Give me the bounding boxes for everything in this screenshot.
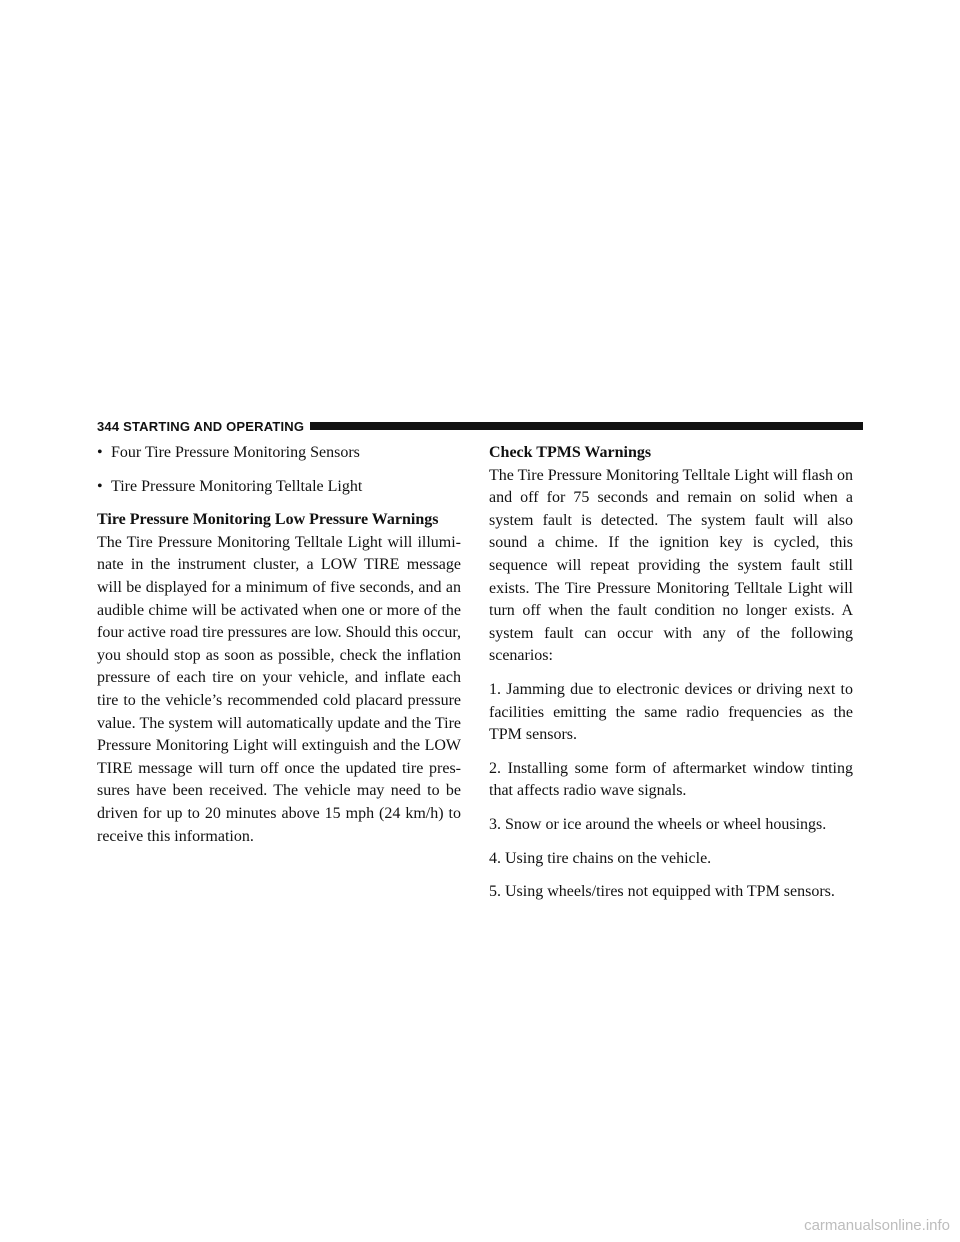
header-rule xyxy=(310,422,863,430)
low-pressure-heading: Tire Pressure Monitoring Low Pressure Warnings xyxy=(97,511,439,529)
check-tpms-heading: Check TPMS Warnings xyxy=(489,444,652,461)
check-tpms-paragraph: The Tire Pressure Monitoring Telltale Light will flash on and off for 75 seconds and remain on solid when a system fault is detected. The system fault will also sound a chime. If the ignition key is cycled, this sequence will repeat providing the system fault still exists. The Tire Pressure Monitoring Telltale Light will turn off when the fault condition no longer exists. A system fault can occur with any of the following scenarios: xyxy=(489,466,853,665)
list-item: 5. Using wheels/tires not equipped with TPM sensors. xyxy=(489,883,835,901)
page-number: 344 xyxy=(97,418,120,434)
bullet-text: Four Tire Pressure Monitoring Sensors xyxy=(111,444,360,461)
page-header-text xyxy=(97,419,310,434)
list-item: 1. Jamming due to electronic devices or driving next to facilities emitting the same radio frequencies as the TPM sensors. xyxy=(489,680,853,744)
list-item: 2. Installing some form of aftermarket window tinting that affects radio wave signals. xyxy=(489,759,853,800)
left-column xyxy=(97,442,461,848)
watermark: carmanualsonline.info xyxy=(804,1217,950,1234)
bullet-dot: • xyxy=(97,477,103,495)
right-column xyxy=(489,442,853,915)
bullet-text: Tire Pressure Monitoring Telltale Light xyxy=(111,477,363,495)
page-header xyxy=(97,418,863,434)
list-item: 4. Using tire chains on the vehicle. xyxy=(489,849,712,867)
bullet-item xyxy=(97,476,461,499)
bullet-item xyxy=(97,442,461,465)
low-pressure-paragraph: The Tire Pressure Monitoring Telltale Light will illumi-nate in the instrument cluster, a LOW TIRE message will be displayed for a minimum of five seconds, and an audible chime will be activated when one or more of the four active road tire pressures are low. Should this occur, you should stop as soon as possible, check the inflation pressure of each tire on your vehicle, and inflate each tire to the vehicle’s recommended cold placard pressure value. The system will automatically update and the Tire Pressure Monitoring Light will extinguish and the LOW TIRE message will turn off once the updated tire pres-sures have been received. The vehicle may need to be driven for up to 20 minutes above 15 mph (24 km/h) to receive this information. xyxy=(97,533,461,845)
list-item: 3. Snow or ice around the wheels or wheel housings. xyxy=(489,815,827,833)
section-title: STARTING AND OPERATING xyxy=(123,418,305,434)
bullet-dot: • xyxy=(97,444,103,461)
